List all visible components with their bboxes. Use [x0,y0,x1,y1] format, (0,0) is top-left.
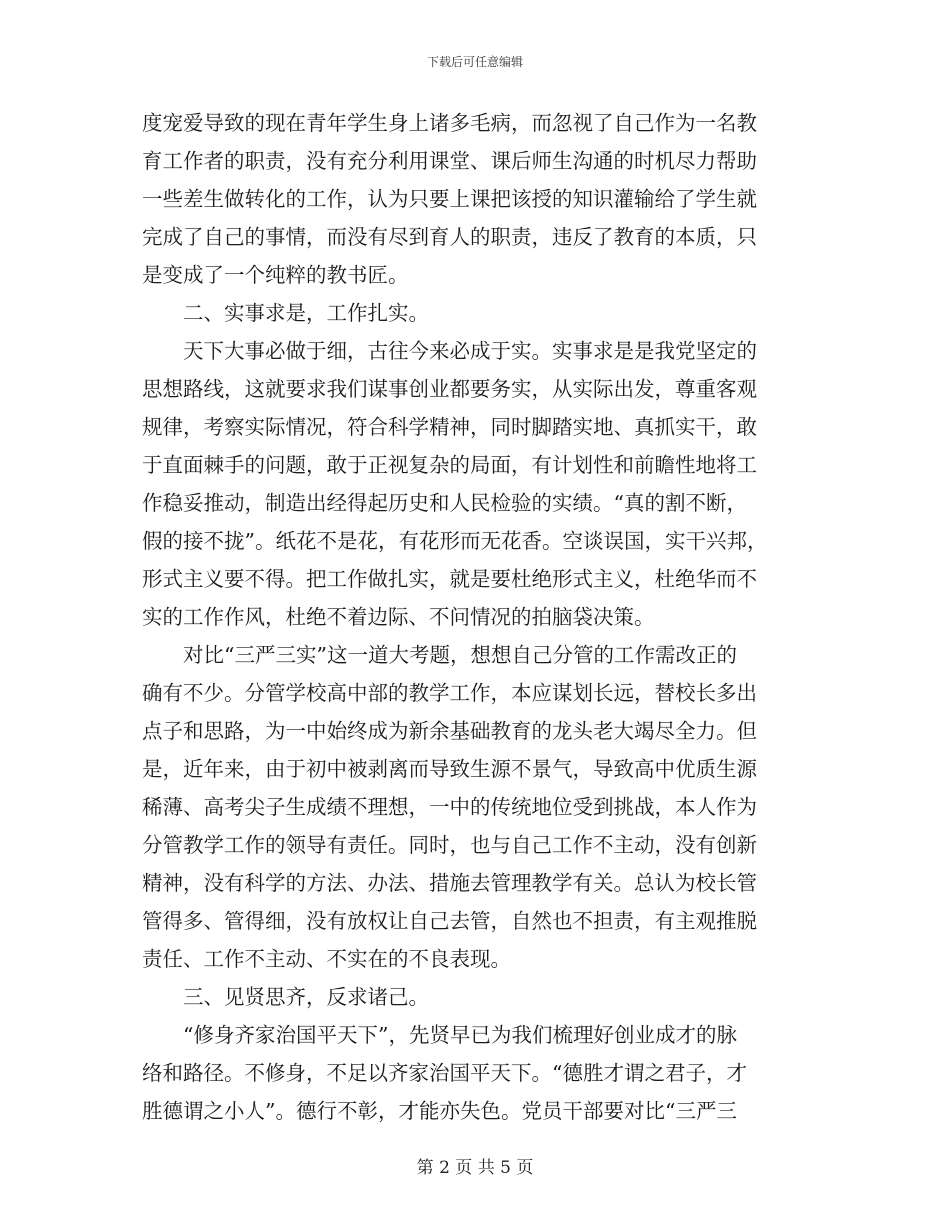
text-line: “修身齐家治国平天下”，先贤早已为我们梳理好创业成才的脉 [183,1023,737,1047]
document-body [142,104,810,1130]
text-line: 实的工作作风，杜绝不着边际、不问情况的拍脑袋决策。 [142,605,655,629]
text-line: 责任、工作不主动、不实在的不良表现。 [142,947,511,971]
section-heading: 三、见贤思齐，反求诸己。 [183,985,429,1009]
text-line: 一些差生做转化的工作，认为只要上课把该授的知识灌输给了学生就 [142,187,757,211]
text-line: 规律，考察实际情况，符合科学精神，同时脚踏实地、真抓实干，敢 [142,415,757,439]
section-heading: 二、实事求是，工作扎实。 [183,301,429,325]
page-number-footer: 第 2 页 共 5 页 [416,1158,534,1178]
text-line: 天下大事必做于细，古往今来必成于实。实事求是是我党坚定的 [183,339,757,363]
text-line: 于直面棘手的问题，敢于正视复杂的局面，有计划性和前瞻性地将工 [142,453,757,477]
text-line: 对比“三严三实”这一道大考题，想想自己分管的工作需改正的 [183,643,737,667]
page-header: 下载后可任意编辑 [426,55,523,69]
text-line: 是，近年来，由于初中被剥离而导致生源不景气，导致高中优质生源 [142,757,757,781]
text-line: 稀薄、高考尖子生成绩不理想，一中的传统地位受到挑战，本人作为 [142,795,757,819]
text-line: 点子和思路，为一中始终成为新余基础教育的龙头老大竭尽全力。但 [142,719,757,743]
text-line: 形式主义要不得。把工作做扎实，就是要杜绝形式主义，杜绝华而不 [142,567,757,591]
text-line: 思想路线，这就要求我们谋事创业都要务实，从实际出发，尊重客观 [142,377,757,401]
text-line: 精神，没有科学的方法、办法、措施去管理教学有关。总认为校长管 [142,871,757,895]
text-line: 假的接不拢”。纸花不是花，有花形而无花香。空谈误国，实干兴邦， [142,529,768,553]
text-line: 度宠爱导致的现在青年学生身上诸多毛病，而忽视了自己作为一名教 [142,111,757,135]
text-line: 是变成了一个纯粹的教书匠。 [142,263,409,287]
text-line: 胜德谓之小人”。德行不彰，才能亦失色。党员干部要对比“三严三 [142,1099,737,1123]
text-line: 作稳妥推动，制造出经得起历史和人民检验的实绩。“真的割不断， [142,491,747,515]
text-line: 管得多、管得细，没有放权让自己去管，自然也不担责，有主观推脱 [142,909,757,933]
text-line: 分管教学工作的领导有责任。同时，也与自己工作不主动，没有创新 [142,833,757,857]
text-line: 完成了自己的事情，而没有尽到育人的职责，违反了教育的本质，只 [142,225,757,249]
text-line: 络和路径。不修身，不足以齐家治国平天下。“德胜才谓之君子，才 [142,1061,747,1085]
text-line: 确有不少。分管学校高中部的教学工作，本应谋划长远，替校长多出 [142,681,757,705]
text-line: 育工作者的职责，没有充分利用课堂、课后师生沟通的时机尽力帮助 [142,149,757,173]
